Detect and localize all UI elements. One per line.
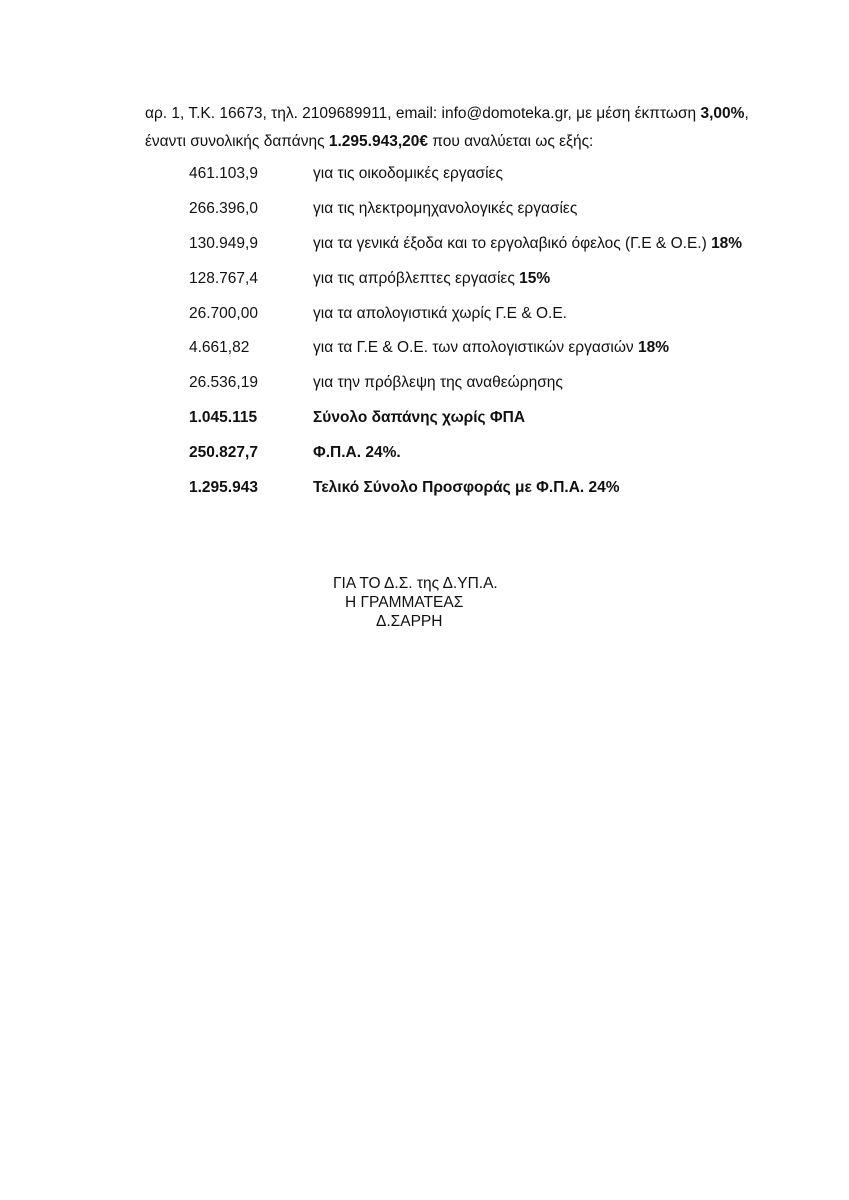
row-description-percent: 18%: [638, 339, 670, 357]
row-amount: 4.661,82: [189, 339, 250, 357]
row-description: [313, 270, 550, 288]
total-row-without-vat: [189, 401, 742, 436]
row-amount: 130.949,9: [189, 234, 258, 252]
row-description-percent: 15%: [519, 269, 551, 287]
intro-line-2-suffix: που αναλύεται ως εξής:: [428, 133, 594, 150]
breakdown-row: [189, 227, 742, 262]
intro-line-1-suffix: ,: [744, 105, 749, 122]
discount-percentage: 3,00%: [700, 105, 745, 122]
intro-line-2: [145, 128, 825, 156]
row-amount: 26.700,00: [189, 304, 258, 322]
total-description: Σύνολο δαπάνης χωρίς ΦΠΑ: [313, 408, 526, 426]
row-amount: 461.103,9: [189, 165, 258, 183]
intro-line-2-text: έναντι συνολικής δαπάνης: [145, 133, 329, 150]
breakdown-row: [189, 261, 742, 296]
total-row-final: [189, 470, 742, 505]
breakdown-row: [189, 157, 742, 192]
intro-line-1-text: αρ. 1, Τ.Κ. 16673, τηλ. 2109689911, email: info@domoteka.gr, με μέση έκπτωση: [145, 105, 701, 122]
total-description: Τελικό Σύνολο Προσφοράς με Φ.Π.Α. 24%: [313, 478, 620, 496]
row-description-text: για την πρόβλεψη της αναθεώρησης: [313, 374, 563, 392]
row-amount: 26.536,19: [189, 374, 258, 392]
row-description: [313, 165, 503, 183]
row-description: [313, 339, 669, 357]
cost-breakdown-list: [189, 157, 742, 505]
row-description: [313, 235, 742, 253]
signature-line-2: Η ΓΡΑΜΜΑΤΕΑΣ: [345, 594, 464, 611]
total-description: Φ.Π.Α. 24%.: [313, 443, 401, 461]
row-amount: 266.396,0: [189, 200, 258, 218]
total-amount: 250.827,7: [189, 443, 258, 461]
breakdown-row: [189, 366, 742, 401]
row-amount: 128.767,4: [189, 269, 258, 287]
row-description-text: για τις οικοδομικές εργασίες: [313, 165, 503, 183]
row-description-text: για τα γενικά έξοδα και το εργολαβικό όφελος (Γ.Ε & Ο.Ε.): [313, 234, 712, 252]
breakdown-row: [189, 331, 742, 366]
signature-line-1: ΓΙΑ ΤΟ Δ.Σ. της Δ.ΥΠ.Α.: [333, 575, 498, 592]
total-amount: 1.045.115: [189, 408, 258, 426]
intro-paragraph: [145, 100, 825, 156]
total-row-vat: [189, 435, 742, 470]
intro-line-1: [145, 100, 825, 128]
row-description: [313, 374, 563, 392]
total-expense-amount: 1.295.943,20€: [328, 133, 428, 150]
breakdown-row: [189, 296, 742, 331]
row-description-text: για τις ηλεκτρομηχανολογικές εργασίες: [313, 200, 578, 218]
signature-line-3: Δ.ΣΑΡΡΗ: [376, 613, 443, 630]
breakdown-row: [189, 192, 742, 227]
row-description-percent: 18%: [711, 234, 743, 252]
row-description: [313, 305, 567, 323]
row-description: [313, 200, 577, 218]
row-description-text: για τις απρόβλεπτες εργασίες: [313, 269, 520, 287]
row-description-text: για τα Γ.Ε & Ο.Ε. των απολογιστικών εργασιών: [313, 339, 638, 357]
row-description-text: για τα απολογιστικά χωρίς Γ.Ε & Ο.Ε.: [313, 304, 567, 322]
total-amount: 1.295.943: [189, 478, 258, 496]
